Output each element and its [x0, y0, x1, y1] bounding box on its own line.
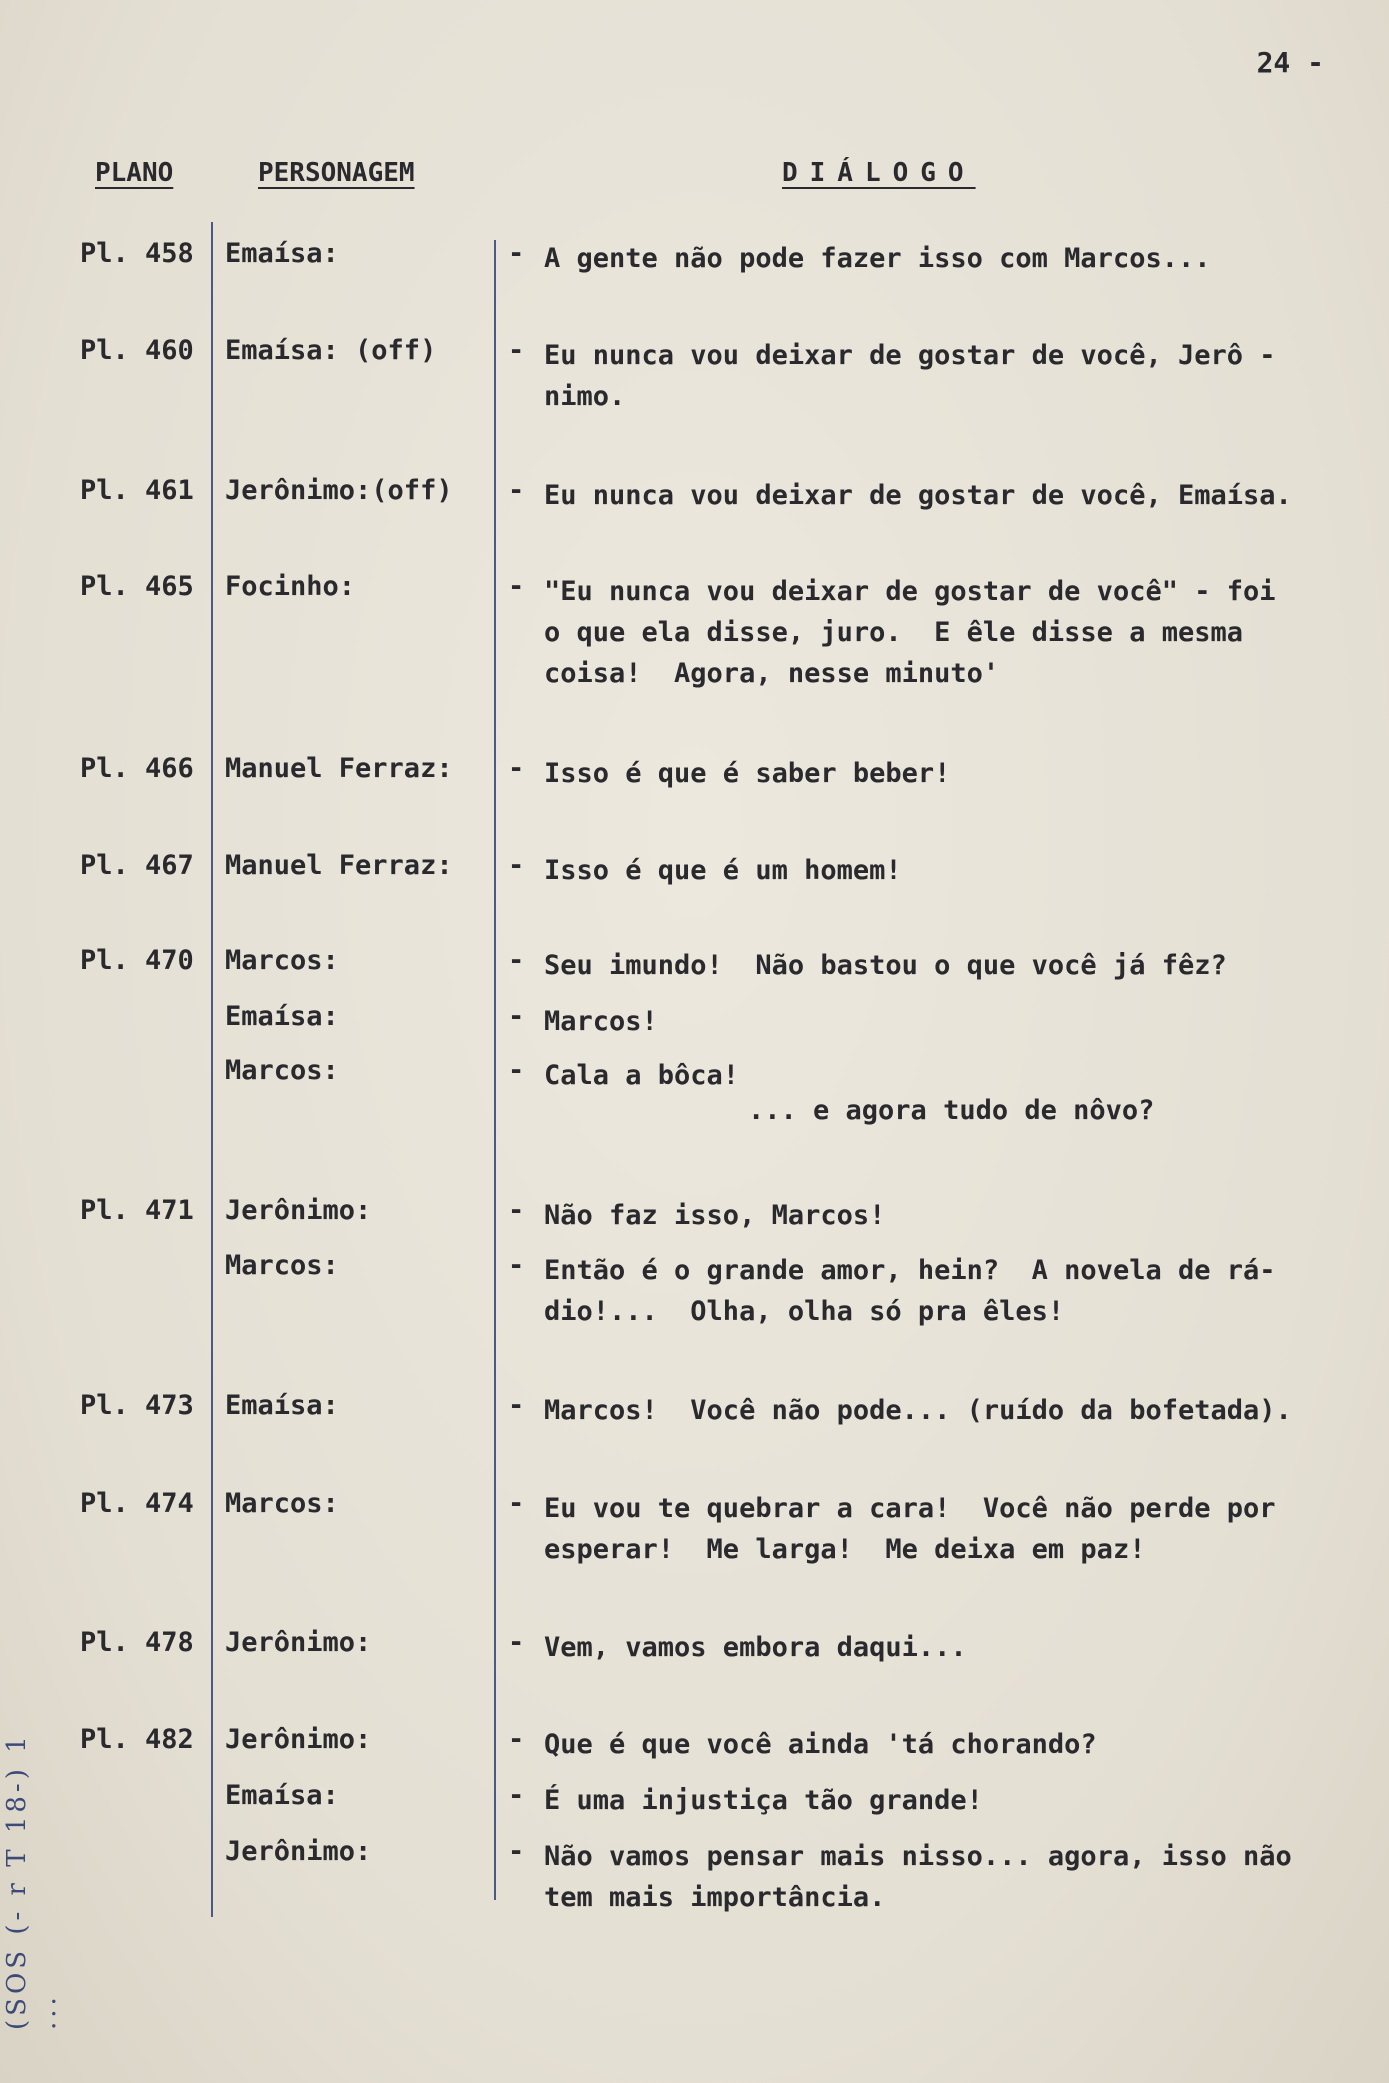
dialogue-text: Marcos! Você não pode... (ruído da bofetada). — [544, 1395, 1292, 1426]
header-dialogo: DIÁLOGO — [782, 158, 976, 188]
character-name: Emaísa: (off) — [225, 335, 437, 366]
dialogue-dash: - — [508, 1836, 525, 1867]
dialogue-line — [0, 571, 1389, 689]
dialogue-text: Eu nunca vou deixar de gostar de você, Emaísa. — [544, 480, 1292, 511]
dialogue-text: "Eu nunca vou deixar de gostar de você" - foi o que ela disse, juro. E êle disse a mesma coisa! Agora, nesse minuto' — [544, 576, 1276, 689]
dialogue-text: Isso é que é um homem! — [544, 855, 902, 886]
dialogue-line — [0, 1836, 1389, 1913]
dialogue-line — [0, 850, 1389, 906]
plano-number: Pl. 458 — [80, 238, 194, 269]
dialogue-line — [0, 945, 1389, 1001]
dialogue-text: Marcos! — [544, 1006, 658, 1037]
plano-number: Pl. 473 — [80, 1390, 194, 1421]
dialogue-text: Vem, vamos embora daqui... — [544, 1632, 967, 1663]
dialogue-dash: - — [508, 1488, 525, 1519]
character-name: Emaísa: — [225, 238, 339, 269]
dialogue-text: Cala a bôca! — [544, 1060, 740, 1091]
dialogue-dash: - — [508, 1390, 525, 1421]
dialogue-text: Eu vou te quebrar a cara! Você não perde por esperar! Me larga! Me deixa em paz! — [544, 1493, 1276, 1565]
dialogue-dash: - — [508, 1250, 525, 1281]
header-plano: PLANO — [95, 158, 174, 188]
dialogue-text: Não vamos pensar mais nisso... agora, isso não tem mais importância. — [544, 1841, 1292, 1913]
dialogue-dash: - — [508, 753, 525, 784]
dialogue-line — [0, 1627, 1389, 1683]
dialogue-dash: - — [508, 1780, 525, 1811]
header-personagem: PERSONAGEM — [258, 158, 415, 188]
character-name: Jerônimo:(off) — [225, 475, 453, 506]
dialogue-dash: - — [508, 850, 525, 881]
character-name: Emaísa: — [225, 1001, 339, 1032]
character-name: Marcos: — [225, 1250, 339, 1281]
plano-number: Pl. 466 — [80, 753, 194, 784]
character-name: Marcos: — [225, 1488, 339, 1519]
dialogue-line — [0, 1055, 1389, 1111]
dialogue-line — [0, 335, 1389, 412]
dialogue-dash: - — [508, 1195, 525, 1226]
dialogue-dash: - — [508, 571, 525, 602]
character-name: Emaísa: — [225, 1780, 339, 1811]
dialogue-dash: - — [508, 1055, 525, 1086]
dialogue-line — [0, 1488, 1389, 1565]
dialogue-dash: - — [508, 1627, 525, 1658]
dialogue-text: Isso é que é saber beber! — [544, 758, 951, 789]
dialogue-text: Que é que você ainda 'tá chorando? — [544, 1729, 1097, 1760]
page-number: 24 - — [1256, 46, 1324, 79]
character-name: Emaísa: — [225, 1390, 339, 1421]
character-name: Jerônimo: — [225, 1724, 372, 1755]
plano-number: Pl. 482 — [80, 1724, 194, 1755]
dialogue-dash: - — [508, 335, 525, 366]
dialogue-text: É uma injustiça tão grande! — [544, 1785, 983, 1816]
dialogue-line — [0, 1250, 1389, 1327]
dialogue-line — [0, 475, 1389, 531]
dialogue-line — [0, 1780, 1389, 1836]
plano-number: Pl. 465 — [80, 571, 194, 602]
dialogue-text: Seu imundo! Não bastou o que você já fêz? — [544, 950, 1227, 981]
dialogue-line — [0, 1724, 1389, 1780]
character-name: Jerônimo: — [225, 1627, 372, 1658]
character-name: Jerônimo: — [225, 1836, 372, 1867]
dialogue-text: Não faz isso, Marcos! — [544, 1200, 886, 1231]
plano-number: Pl. 474 — [80, 1488, 194, 1519]
plano-number: Pl. 461 — [80, 475, 194, 506]
plano-number: Pl. 471 — [80, 1195, 194, 1226]
dialogue-continuation: ... e agora tudo de nôvo? — [748, 1095, 1155, 1126]
character-name: Manuel Ferraz: — [225, 850, 453, 881]
dialogue-dash: - — [508, 1724, 525, 1755]
character-name: Marcos: — [225, 945, 339, 976]
plano-number: Pl. 460 — [80, 335, 194, 366]
character-name: Marcos: — [225, 1055, 339, 1086]
dialogue-text: Então é o grande amor, hein? A novela de rá- dio!... Olha, olha só pra êles! — [544, 1255, 1276, 1327]
dialogue-line — [0, 753, 1389, 809]
plano-number: Pl. 467 — [80, 850, 194, 881]
character-name: Jerônimo: — [225, 1195, 372, 1226]
character-name: Manuel Ferraz: — [225, 753, 453, 784]
dialogue-dash: - — [508, 238, 525, 269]
dialogue-line — [0, 238, 1389, 294]
dialogue-line — [0, 1001, 1389, 1057]
dialogue-text: A gente não pode fazer isso com Marcos... — [544, 243, 1211, 274]
handwritten-margin-note: (SOS (- r T 18-) 1 ... — [2, 1732, 62, 2030]
dialogue-text: Eu nunca vou deixar de gostar de você, Jerô - nimo. — [544, 340, 1276, 412]
plano-number: Pl. 470 — [80, 945, 194, 976]
dialogue-line — [0, 1390, 1389, 1446]
dialogue-dash: - — [508, 945, 525, 976]
character-name: Focinho: — [225, 571, 356, 602]
dialogue-line — [0, 1195, 1389, 1251]
dialogue-dash: - — [508, 475, 525, 506]
dialogue-dash: - — [508, 1001, 525, 1032]
plano-number: Pl. 478 — [80, 1627, 194, 1658]
